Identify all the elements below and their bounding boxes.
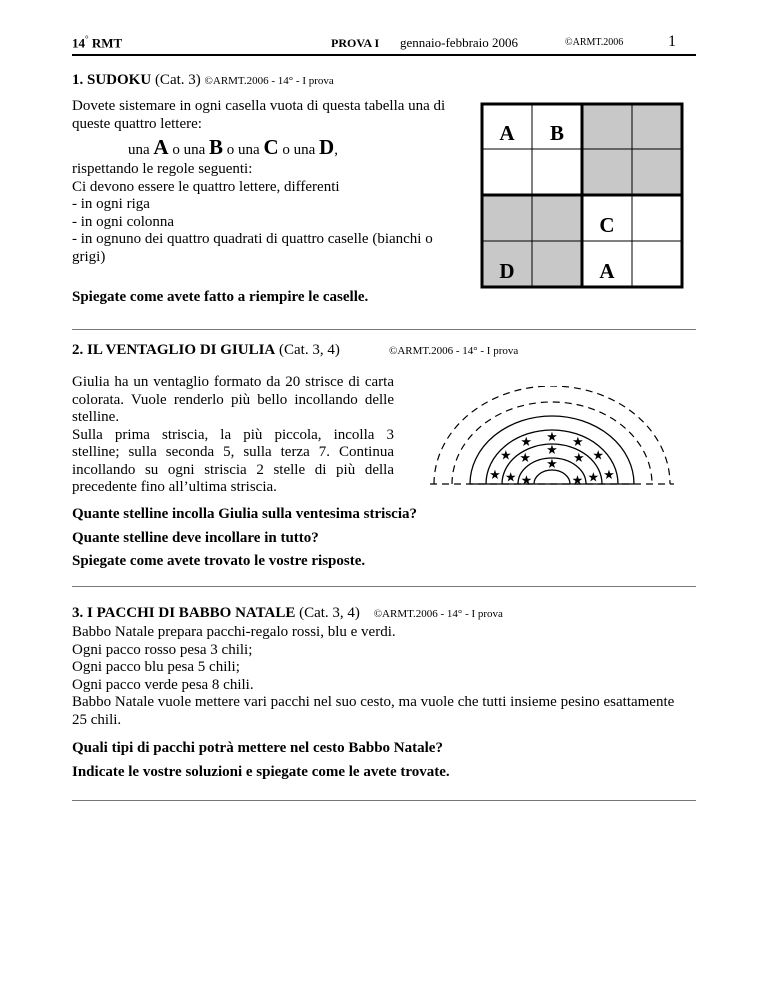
- problem1-line: Ci devono essere le quattro lettere, differenti: [72, 178, 340, 195]
- separator-2: [72, 586, 696, 587]
- problem2-question-3: Spiegate come avete trovato le vostre risposte.: [72, 553, 366, 569]
- problem1-line: Dovete sistemare in ogni casella vuota di questa tabella una di: [72, 98, 446, 114]
- problem1-copyright: ©ARMT.2006 - 14° - I prova: [204, 75, 334, 87]
- problem2-line: stelline.: [72, 409, 120, 425]
- problem1-letters-line: [72, 136, 472, 161]
- problem3-title-bold: 3. I PACCHI DI BABBO NATALE: [72, 605, 296, 621]
- letters-text: o una: [172, 142, 206, 158]
- problem2-copyright: ©ARMT.2006 - 14° - I prova: [389, 345, 519, 357]
- sudoku-grid: [480, 102, 684, 289]
- problem3-line: Ogni pacco verde pesa 8 chili.: [72, 676, 254, 693]
- star-icon: ★: [587, 469, 600, 485]
- letters-text: o una: [226, 142, 260, 158]
- star-icon: ★: [546, 442, 558, 457]
- letters-comma: ,: [334, 142, 338, 158]
- header-rule: [72, 54, 696, 56]
- problem1-line: - in ogni riga: [72, 196, 150, 212]
- star-icon: ★: [546, 456, 558, 471]
- star-icon: ★: [520, 472, 533, 488]
- star-icon: ★: [571, 433, 584, 449]
- header-degree: °: [85, 34, 89, 44]
- sudoku-cell-letter: A: [499, 121, 515, 145]
- problem3-question-2: Indicate le vostre soluzioni e spiegate come le avete trovate.: [72, 764, 450, 780]
- separator-3: [72, 800, 696, 801]
- problem1-line: - in ognuno dei quattro quadrati di quattro caselle (bianchi o: [72, 231, 433, 247]
- problem3-line: 25 chili.: [72, 711, 122, 728]
- problem2-line: incollando su ogni striscia 2 stelle di più della: [72, 461, 394, 478]
- problem3-title: [72, 605, 503, 622]
- header-copyright: ©ARMT.2006: [565, 37, 624, 48]
- star-icon: ★: [519, 449, 532, 465]
- sudoku-cell-letter: A: [599, 259, 615, 283]
- problem3-copyright: ©ARMT.2006 - 14° - I prova: [373, 608, 503, 620]
- header-date: gennaio-febbraio 2006: [400, 35, 519, 50]
- star-icon: ★: [520, 433, 533, 449]
- star-icon: ★: [603, 467, 615, 483]
- problem1-title: [72, 72, 334, 89]
- fan-drawing: [430, 386, 678, 490]
- problem3-line: Ogni pacco blu pesa 5 chili;: [72, 659, 240, 675]
- star-icon: ★: [499, 447, 512, 463]
- letters-text: una: [128, 142, 150, 158]
- sudoku-cell-letter: B: [549, 121, 565, 145]
- problem1-line: queste quattro lettere:: [72, 115, 202, 132]
- letters-text: o una: [282, 142, 316, 158]
- problem2-line: Giulia ha un ventaglio formato da 20 strisce di carta: [72, 374, 394, 390]
- problem3-question-1: Quali tipi di pacchi potrà mettere nel cesto Babbo Natale?: [72, 740, 443, 756]
- header-title: [72, 34, 122, 51]
- problem2-line: precedente fino all’ultima striscia.: [72, 479, 277, 495]
- problem2-text: [72, 374, 394, 497]
- header-rmt: RMT: [91, 35, 123, 51]
- letter-b: B: [209, 135, 224, 159]
- star-icon: ★: [489, 467, 501, 483]
- problem1-category: (Cat. 3): [154, 72, 201, 88]
- fan-strip-arc: [534, 470, 570, 484]
- star-icon: ★: [571, 472, 584, 488]
- problem1-line: grigi): [72, 248, 106, 265]
- letter-d: D: [319, 135, 335, 159]
- letter-a: A: [153, 135, 169, 159]
- sudoku-cell-letter: D: [499, 259, 515, 283]
- problem1-title-bold: 1. SUDOKU: [72, 72, 152, 88]
- problem2-question-2: Quante stelline deve incollare in tutto?: [72, 530, 319, 546]
- star-icon: ★: [504, 469, 517, 485]
- problem3-line: Babbo Natale prepara pacchi-regalo rossi, blu e verdi.: [72, 624, 396, 640]
- problem2-line: colorata. Vuole renderlo più bello incollando delle: [72, 391, 394, 408]
- problem1-line: - in ogni colonna: [72, 213, 175, 230]
- header-prova: PROVA I: [331, 36, 380, 50]
- problem1-question: Spiegate come avete fatto a riempire le caselle.: [72, 289, 369, 305]
- star-icon: ★: [572, 449, 585, 465]
- header-number: 14: [72, 35, 85, 51]
- star-icon: ★: [546, 429, 558, 444]
- problem2-title-bold: 2. IL VENTAGLIO DI GIULIA: [72, 342, 276, 358]
- letter-c: C: [263, 135, 279, 159]
- problem2-line: Sulla prima striscia, la più piccola, incolla 3: [72, 426, 394, 443]
- problem1-text: [72, 98, 472, 266]
- problem3-category: (Cat. 3, 4): [299, 605, 360, 621]
- problem3-line: Ogni pacco rosso pesa 3 chili;: [72, 641, 253, 658]
- problem1-line: rispettando le regole seguenti:: [72, 161, 253, 177]
- problem2-title: [72, 342, 340, 359]
- problem3-text: [72, 624, 702, 729]
- problem2-category: (Cat. 3, 4): [279, 342, 340, 358]
- problem2-question-1: Quante stelline incolla Giulia sulla ventesima striscia?: [72, 506, 417, 522]
- page-number: 1: [668, 33, 676, 50]
- sudoku-cell-letter: C: [599, 213, 615, 237]
- star-icon: ★: [592, 447, 605, 463]
- separator-1: [72, 329, 696, 330]
- problem2-line: stelline; sulla seconda 5, sulla terza 7. Continua: [72, 444, 394, 460]
- problem3-line: Babbo Natale vuole mettere vari pacchi nel suo cesto, ma vuole che tutti insieme pesino esattamente: [72, 694, 675, 710]
